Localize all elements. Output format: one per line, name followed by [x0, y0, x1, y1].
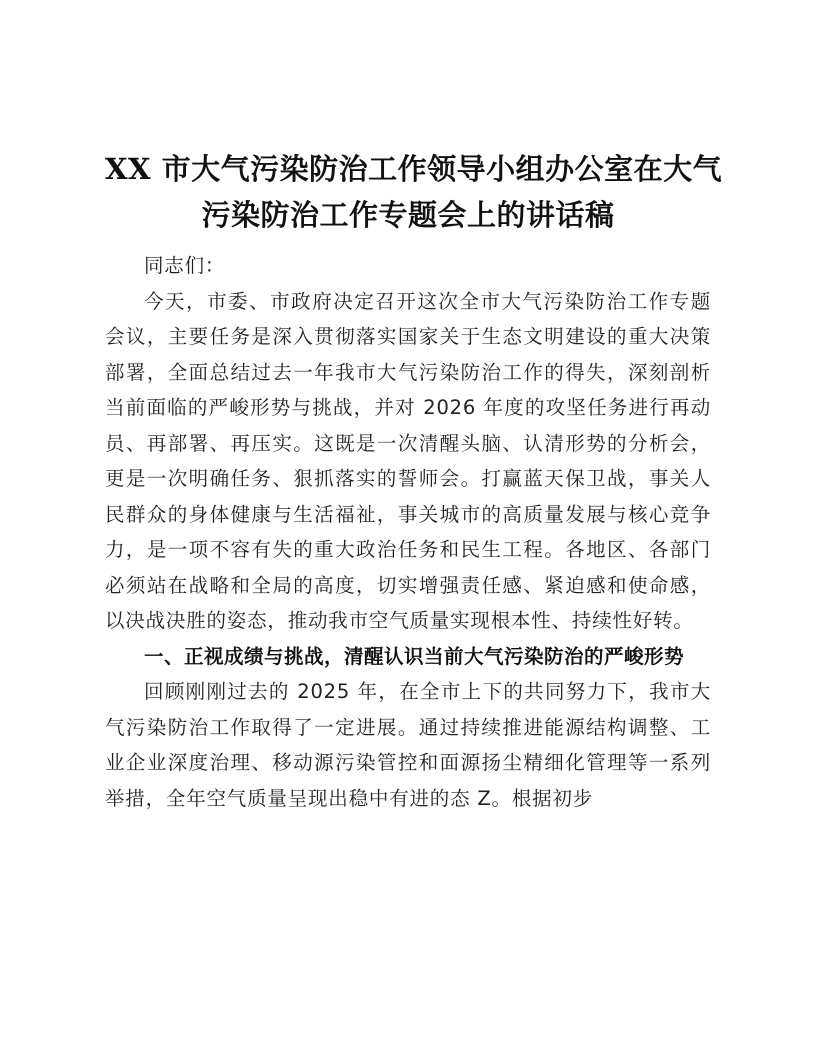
title-line-1: XX 市大气污染防治工作领导小组办公室在大气 [105, 152, 723, 186]
document-body [105, 248, 711, 816]
document-title [105, 146, 723, 238]
paragraph-intro: 今天，市委、市政府决定召开这次全市大气污染防治工作专题会议，主要任务是深入贯彻落实国家关于生态文明建设的重大决策部署，全面总结过去一年我市大气污染防治工作的得失，深刻剖析当前面临的严峻形势与挑战，并对 2026 年度的攻坚任务进行再动员、再部署、再压实。这既是一次清醒头脑、认清形势的分析会，更是一次明确任务、狠抓落实的誓师会。打赢蓝天保卫战，事关人民群众的身体健康与生活福祉，事关城市的高质量发展与核心竞争力，是一项不容有失的重大政治任务和民生工程。各地区、各部门必须站在战略和全局的高度，切实增强责任感、紧迫感和使命感，以决战决胜的姿态，推动我市空气质量实现根本性、持续性好转。 [105, 289, 711, 632]
section-heading-1: 一、正视成绩与挑战，清醒认识当前大气污染防治的严峻形势 [144, 644, 685, 668]
salutation: 同志们： [144, 254, 226, 277]
title-line-2: 污染防治工作专题会上的讲话稿 [201, 198, 615, 232]
paragraph-review: 回顾刚刚过去的 2025 年，在全市上下的共同努力下，我市大气污染防治工作取得了一定进展。通过持续推进能源结构调整、工业企业深度治理、移动源污染管控和面源扬尘精细化管理等一系列举措，全年空气质量呈现出稳中有进的态 Z。根据初步 [105, 680, 711, 810]
